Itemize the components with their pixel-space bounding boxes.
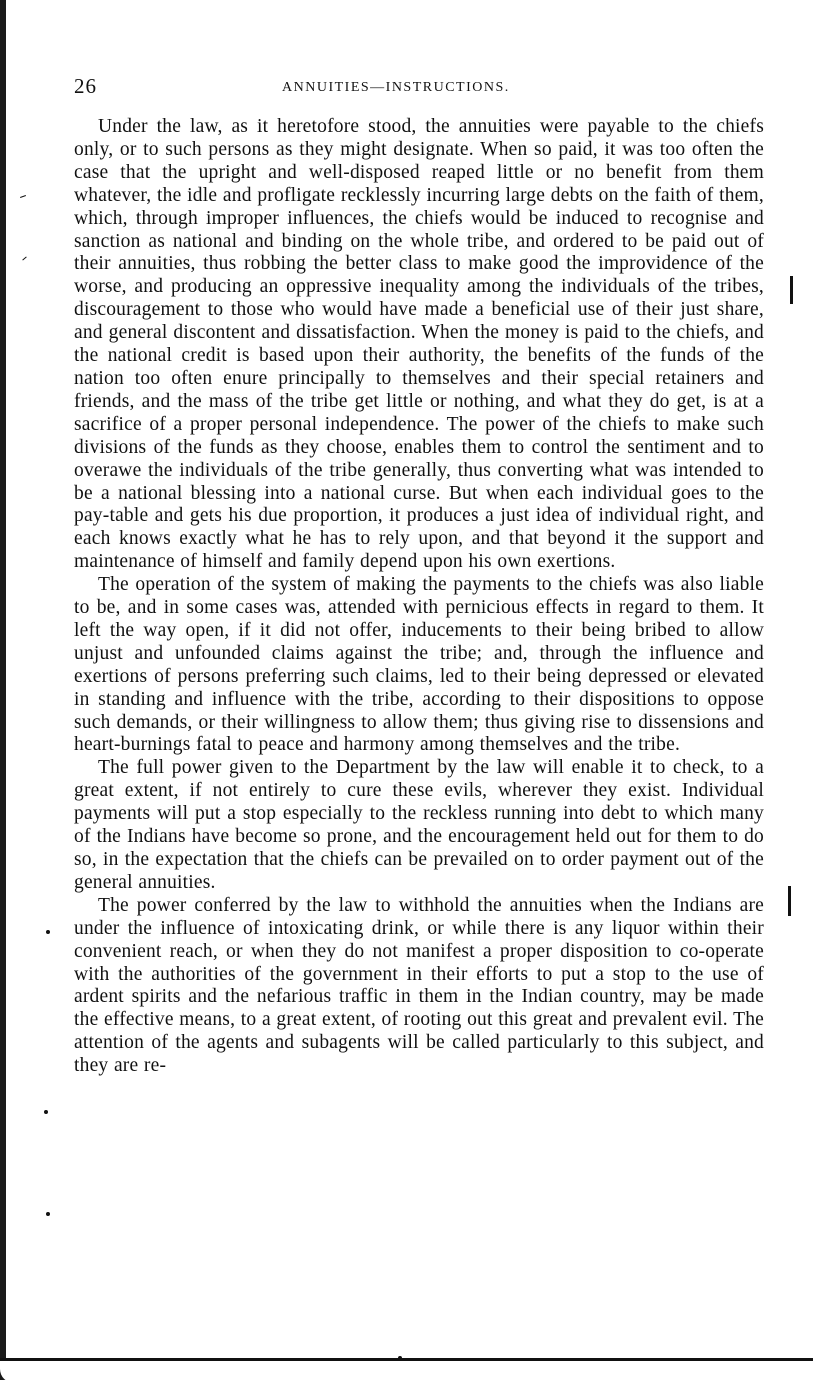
margin-dot-2 <box>44 1110 48 1114</box>
page-header <box>74 74 764 100</box>
body-text <box>74 116 764 1078</box>
page-number: 26 <box>74 74 97 98</box>
paragraph-3: The full power given to the Department by the law will enable it to check, to a great extent, if not entirely to cure these evils, wherever they exist. Individual payments will put a stop especially to the reckless running into debt to which many of the Indians have become so prone, and the encouragement held out for them to do so, in the expectation that the chiefs can be prevailed on to order payment out of the general annuities. <box>74 757 764 893</box>
margin-dot-3 <box>46 1212 50 1216</box>
running-head: ANNUITIES—INSTRUCTIONS. <box>282 80 510 95</box>
margin-mark-right-2 <box>788 886 791 916</box>
margin-flick-2 <box>22 257 26 261</box>
margin-dot-1 <box>46 930 50 934</box>
scan-bottom-edge <box>0 1358 813 1383</box>
paragraph-2: The operation of the system of making the payments to the chiefs was also liable to be, and in some cases was, attended with pernicious effects in regard to them. It left the way open, if it did not offer, inducements to their being bribed to allow unjust and unfounded claims against the tribe; and, through the influence and exertions of persons preferring such claims, led to their being depressed or elevated in standing and influence with the tribe, according to their dispositions to oppose such demands, or their willingness to allow them; thus giving rise to dissensions and heart-burnings fatal to peace and harmony among themselves and the tribe. <box>74 574 764 756</box>
margin-mark-right-1 <box>790 276 793 304</box>
paragraph-1: Under the law, as it heretofore stood, the annuities were payable to the chiefs only, or to such persons as they might designate. When so paid, it was too often the case that the upright and well-disposed reaped little or no benefit from them whatever, the idle and profligate recklessly incurring large debts on the faith of them, which, through improper influences, the chiefs would be induced to recognise and sanction as national and binding on the whole tribe, and ordered to be paid out of their annuities, thus robbing the better class to make good the improvidence of the worse, and producing an oppressive inequality among the individuals of the tribes, discouragement to those who would have made a beneficial use of their just share, and general discontent and dissatisfaction. When the money is paid to the chiefs, and the national credit is based upon their authority, the benefits of the funds of the nation too often enure principally to themselves and their special retainers and friends, and the mass of the tribe get little or nothing, and what they do get, is at a sacrifice of a proper personal independence. The power of the chiefs to make such divisions of the funds as they choose, enables them to control the sentiment and to overawe the individuals of the tribe generally, thus converting what was intended to be a national blessing into a national curse. But when each individual goes to the pay-table and gets his due proportion, it produces a just idea of individual right, and each knows exactly what he has to rely upon, and that beyond it the support and maintenance of himself and family depend upon his own exertions. <box>74 116 764 573</box>
scan-left-edge <box>0 0 6 1380</box>
margin-flick-1 <box>20 195 26 198</box>
paragraph-4: The power conferred by the law to withhold the annuities when the Indians are under the influence of intoxicating drink, or while there is any liquor within their convenient reach, or when they do not manifest a proper disposition to co-operate with the authorities of the government in their efforts to put a stop to the use of ardent spirits and the nefarious traffic in them in the Indian country, may be made the effective means, to a great extent, of rooting out this great and prevalent evil. The attention of the agents and subagents will be called particularly to this subject, and they are re- <box>74 894 764 1077</box>
